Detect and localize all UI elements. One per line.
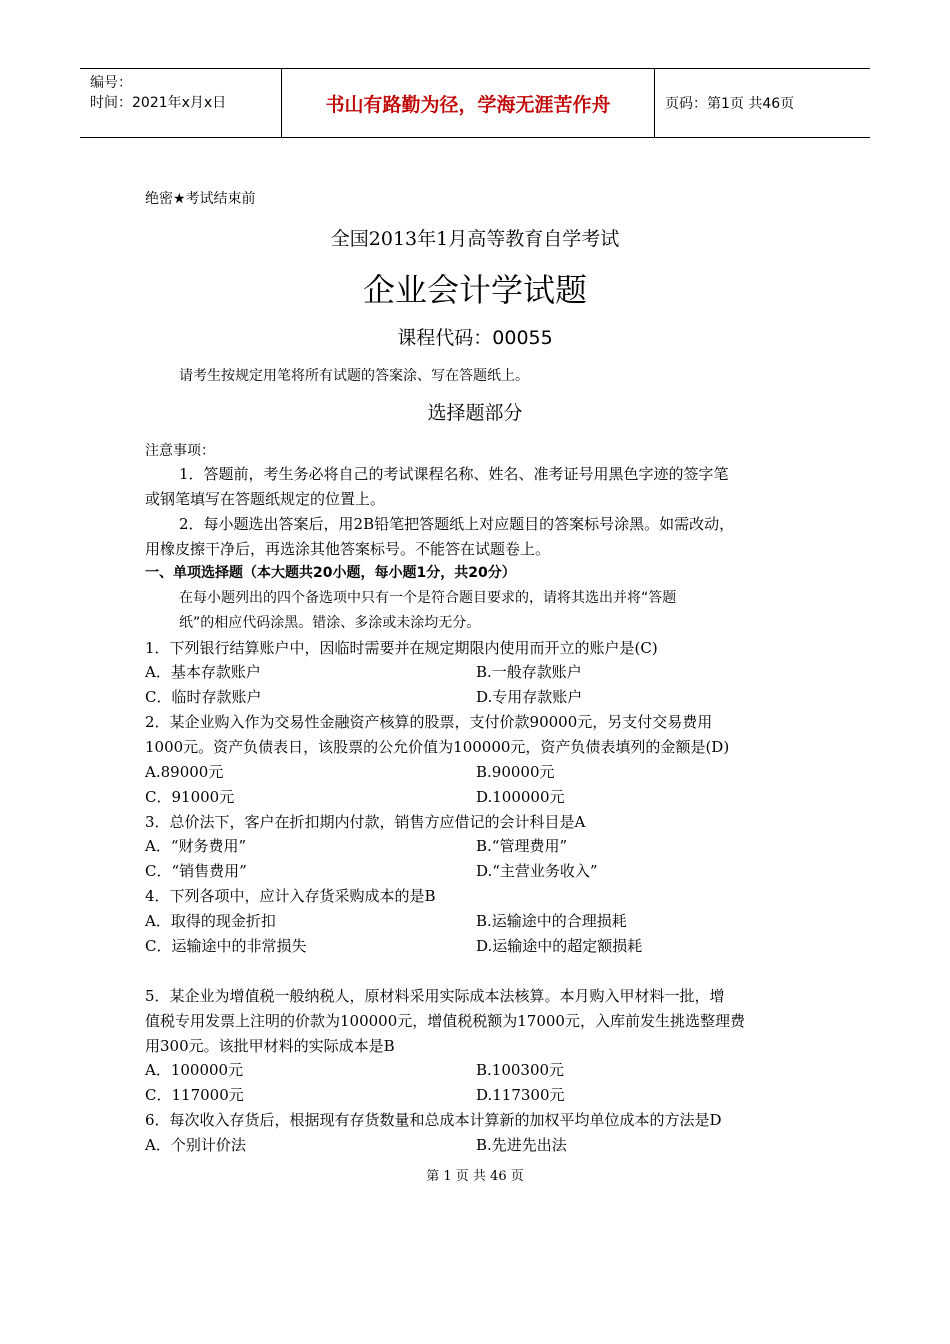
- subject-title: 企业会计学试题: [362, 271, 587, 309]
- q6-option-b: B.先进先出法: [476, 1136, 567, 1154]
- note-2-line-2: 用橡皮擦干净后，再选涂其他答案标号。不能答在试题卷上。: [145, 540, 551, 558]
- part-1-desc-line-1: 在每小题列出的四个备选项中只有一个是符合题目要求的，请将其选出并将“答题: [179, 590, 677, 606]
- question-5-line-1: 5．某企业为增值税一般纳税人，原材料采用实际成本法核算。本月购入甲材料一批，增: [145, 987, 725, 1005]
- question-3: 3．总价法下，客户在折扣期内付款，销售方应借记的会计科目是A: [145, 813, 586, 831]
- q2-option-c: C．91000元: [145, 788, 235, 806]
- q6-option-a: A．个别计价法: [145, 1136, 246, 1154]
- question-4: 4．下列各项中，应计入存货采购成本的是B: [145, 887, 436, 905]
- q2-option-b: B.90000元: [476, 763, 555, 781]
- q1-option-c: C．临时存款账户: [145, 688, 262, 706]
- question-2-line-1: 2．某企业购入作为交易性金融资产核算的股票，支付价款90000元，另支付交易费用: [145, 713, 713, 731]
- q4-option-b: B.运输途中的合理损耗: [476, 912, 627, 930]
- header-page-info: 页码：第1页 共46页: [665, 96, 795, 112]
- note-2-line-1: 2．每小题选出答案后，用2B铅笔把答题纸上对应题目的答案标号涂黑。如需改动，: [179, 515, 735, 533]
- part-1-desc-line-2: 纸”的相应代码涂黑。错涂、多涂或未涂均无分。: [179, 615, 481, 631]
- q5-option-a: A．100000元: [145, 1061, 244, 1079]
- part-1-title: 一、单项选择题（本大题共20小题，每小题1分，共20分）: [145, 565, 516, 581]
- section-title: 选择题部分: [427, 402, 523, 424]
- q1-option-b: B.一般存款账户: [476, 663, 582, 681]
- exam-title: 全国2013年1月高等教育自学考试: [330, 228, 620, 250]
- q3-option-b: B.“管理费用”: [476, 837, 568, 855]
- notes-label: 注意事项：: [145, 443, 215, 459]
- time-label: 时间：2021年x月x日: [90, 95, 227, 111]
- question-5-line-2: 值税专用发票上注明的价款为100000元，增值税税额为17000元，入库前发生挑选整理费: [145, 1012, 745, 1030]
- question-5-line-3: 用300元。该批甲材料的实际成本是B: [145, 1037, 395, 1055]
- question-2-line-2: 1000元。资产负债表日，该股票的公允价值为100000元，资产负债表填列的金额是(D): [145, 738, 730, 756]
- page-footer: 第 1 页 共 46 页: [426, 1169, 524, 1184]
- q5-option-b: B.100300元: [476, 1061, 565, 1079]
- course-code: 课程代码：00055: [397, 327, 553, 349]
- q3-option-a: A．“财务费用”: [145, 837, 247, 855]
- q3-option-d: D.“主营业务收入”: [476, 862, 598, 880]
- question-6: 6．每次收入存货后，根据现有存货数量和总成本计算新的加权平均单位成本的方法是D: [145, 1111, 722, 1129]
- q4-option-a: A．取得的现金折扣: [145, 912, 276, 930]
- secret-label: 绝密★考试结束前: [145, 191, 256, 207]
- header-meta: [80, 69, 281, 137]
- q2-option-d: D.100000元: [476, 788, 565, 806]
- header-motto: 书山有路勤为径，学海无涯苦作舟: [281, 69, 655, 137]
- instruction: 请考生按规定用笔将所有试题的答案涂、写在答题纸上。: [179, 368, 529, 384]
- q1-option-d: D.专用存款账户: [476, 688, 583, 706]
- q4-option-c: C．运输途中的非常损失: [145, 937, 307, 955]
- q5-option-c: C．117000元: [145, 1086, 244, 1104]
- q5-option-d: D.117300元: [476, 1086, 565, 1104]
- page-header: [80, 68, 870, 138]
- q3-option-c: C．“销售费用”: [145, 862, 247, 880]
- q4-option-d: D.运输途中的超定额损耗: [476, 937, 643, 955]
- q1-option-a: A．基本存款账户: [145, 663, 261, 681]
- question-1: 1．下列银行结算账户中，因临时需要并在规定期限内使用而开立的账户是(C): [145, 639, 658, 657]
- number-label: 编号：: [90, 75, 132, 91]
- note-1-line-2: 或钢笔填写在答题纸规定的位置上。: [145, 490, 386, 508]
- q2-option-a: A.89000元: [145, 763, 224, 781]
- note-1-line-1: 1．答题前，考生务必将自己的考试课程名称、姓名、准考证号用黑色字迹的签字笔: [179, 465, 729, 483]
